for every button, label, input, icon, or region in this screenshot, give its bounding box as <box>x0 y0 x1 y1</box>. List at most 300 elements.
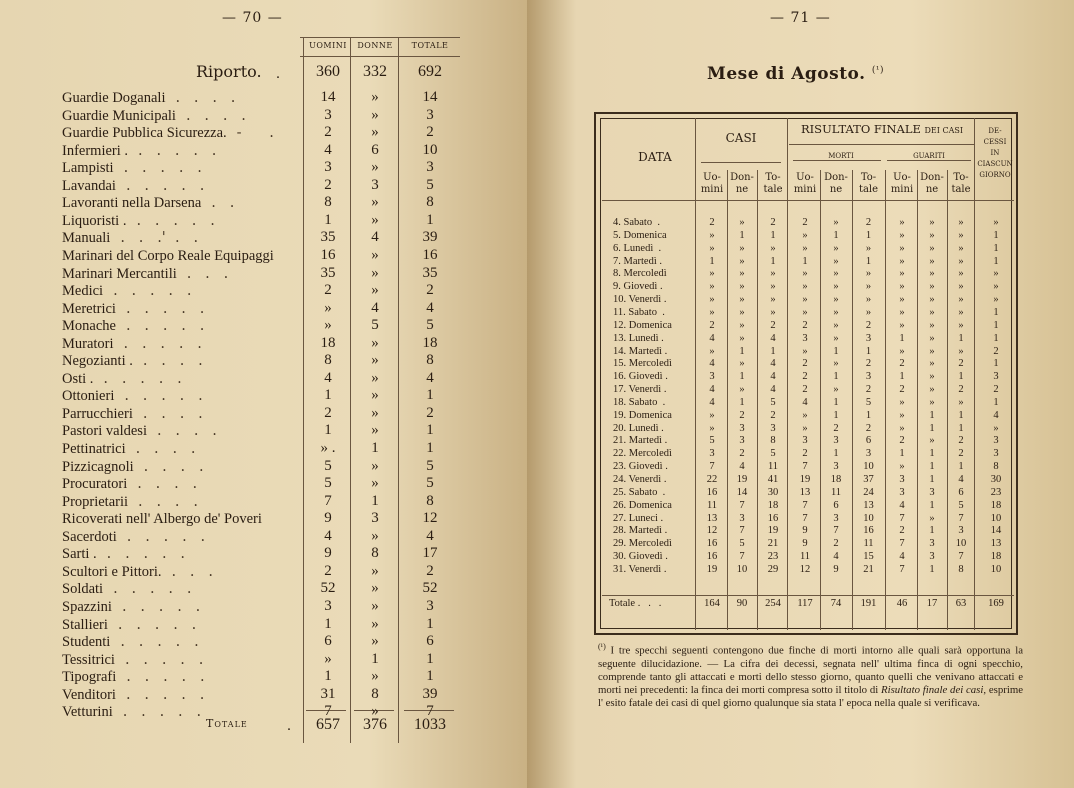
leader-dots: . . . . . <box>125 177 205 194</box>
leader-dots: . . . . <box>175 90 236 106</box>
value-totale: 2 <box>426 124 434 141</box>
value-donne: » <box>371 668 379 685</box>
value-totale: 17 <box>422 545 438 562</box>
cell-value: 1 <box>865 345 872 357</box>
value-uomini: 1 <box>324 211 332 228</box>
cell-value: 2 <box>833 538 839 550</box>
cell-value: » <box>802 422 808 434</box>
cell-value: 2 <box>739 448 745 460</box>
cell-value: 19 <box>767 525 779 537</box>
table-rule <box>602 200 1014 201</box>
decessi-line: IN <box>990 149 1000 157</box>
subheader-totale <box>757 172 789 196</box>
col-header-totale: TOTALE <box>411 41 449 50</box>
cell-value: 2 <box>865 358 872 370</box>
cell-value: » <box>739 268 745 280</box>
occupation-name: Muratori <box>62 335 114 352</box>
cell-value: » <box>958 306 964 318</box>
cell-value: » <box>770 268 776 280</box>
leader-dots: . . . . . <box>123 160 202 177</box>
cell-value: 12 <box>799 563 811 575</box>
cell-value: 6 <box>833 499 839 511</box>
value-uomini: » <box>324 299 332 316</box>
occupation-name: Parrucchieri <box>62 405 133 422</box>
cell-value: 17 <box>926 598 938 609</box>
subheader-line: mini <box>890 184 914 195</box>
date-label: 11. Sabato . <box>613 306 665 318</box>
cell-value: » <box>958 281 964 293</box>
cell-value: 1 <box>958 332 964 344</box>
cell-value: » <box>709 306 715 318</box>
cell-value: » <box>865 294 872 306</box>
value-totale: 4 <box>426 527 434 544</box>
cell-value: » <box>709 422 715 434</box>
cell-value: » <box>833 319 839 331</box>
cell-value: » <box>739 384 745 396</box>
value-uomini: 5 <box>324 457 332 474</box>
date-label: 8. Mercoledì <box>613 268 667 280</box>
cell-value: 7 <box>802 499 808 511</box>
col-header-donne: DONNE <box>357 41 393 50</box>
value-totale: 3 <box>426 597 434 614</box>
occupation-name: Pettinatrici <box>62 441 126 457</box>
value-donne: » <box>371 615 379 632</box>
value-donne: 1 <box>371 650 379 667</box>
cell-value: 2 <box>899 525 905 537</box>
cell-value: 19 <box>706 563 718 575</box>
value-totale: 5 <box>426 176 434 193</box>
cell-value: » <box>709 281 715 293</box>
cell-value: 10 <box>955 538 967 550</box>
cell-value: 3 <box>770 422 776 434</box>
cell-value: 16 <box>767 512 779 524</box>
leader-dots: . . . . . <box>121 598 201 615</box>
cell-value: » <box>958 294 964 306</box>
cell-value: 254 <box>765 598 781 609</box>
cell-value: 14 <box>736 486 748 498</box>
subheader-line: Uo- <box>703 172 721 183</box>
cell-value: 4 <box>770 332 776 344</box>
cell-value: 2 <box>709 319 715 331</box>
value-uomini: 35 <box>320 264 336 281</box>
header-rule <box>300 37 460 38</box>
cell-value: 6 <box>865 435 872 447</box>
cell-value: » <box>709 229 715 241</box>
value-uomini: 1 <box>324 668 332 685</box>
cell-value: 1 <box>929 499 935 511</box>
cell-value: 2 <box>770 217 776 228</box>
leader-dots: . . . . . <box>125 318 205 335</box>
page-title <box>707 64 884 84</box>
value-donne: » <box>371 475 379 492</box>
value-donne: » <box>371 124 379 141</box>
cell-value: » <box>739 242 745 254</box>
occupation-name: Soldati <box>62 581 104 598</box>
date-label: 13. Lunedì . <box>613 332 664 344</box>
cell-value: 8 <box>770 435 776 447</box>
value-totale: 3 <box>426 159 434 176</box>
leader-dots: . . .' . . <box>120 230 199 247</box>
cell-value: 2 <box>899 358 905 370</box>
cell-value: » <box>833 358 839 370</box>
value-uomini: 7 <box>324 703 332 720</box>
date-row <box>527 500 1074 513</box>
value-totale: 52 <box>422 580 438 597</box>
occupation-name: Tessitrici <box>62 651 115 668</box>
subheader-line: Uo- <box>893 172 911 183</box>
cell-value: 2 <box>802 217 808 228</box>
cell-value: 1 <box>739 345 745 357</box>
occupation-name: Infermieri . <box>62 142 129 159</box>
cell-value: 3 <box>802 332 808 344</box>
cell-value: 11 <box>706 499 718 511</box>
date-row <box>527 320 1074 333</box>
cell-value: » <box>802 268 808 280</box>
header-risultato <box>789 124 975 136</box>
date-row <box>527 281 1074 294</box>
cell-value: 1 <box>993 332 999 344</box>
riporto-label: Riporto. <box>196 62 262 81</box>
value-totale: 1 <box>426 422 434 439</box>
value-donne: 5 <box>371 317 379 334</box>
cell-value: 18 <box>990 551 1002 563</box>
cell-value: 16 <box>706 551 718 563</box>
cell-value: » <box>739 294 745 306</box>
occupation-name: Lampisti <box>62 160 114 177</box>
value-uomini: 35 <box>320 229 336 246</box>
cell-value: » <box>833 242 839 254</box>
cell-value: » <box>802 306 808 318</box>
cell-value: 2 <box>865 217 872 228</box>
cell-value: 30 <box>767 486 779 498</box>
cell-value: 1 <box>833 448 839 460</box>
value-totale: 8 <box>426 194 434 211</box>
occupation-name: Pastori valdesi <box>62 423 147 440</box>
leader-dots: . . . . <box>137 476 198 493</box>
subheader-line: ne <box>735 184 749 195</box>
cell-value: 23 <box>767 551 779 563</box>
cell-value: 1 <box>899 448 905 460</box>
cell-value: 2 <box>993 345 999 357</box>
cell-value: 1 <box>833 345 839 357</box>
date-label: 20. Lunedì . <box>613 422 664 434</box>
table-rule <box>602 595 1014 596</box>
value-uomini: 14 <box>320 89 336 105</box>
cell-value: » <box>709 242 715 254</box>
cell-value: 5 <box>709 435 715 447</box>
cell-value: » <box>802 409 808 421</box>
cell-value: 7 <box>739 551 745 563</box>
value-uomini: 4 <box>324 527 332 544</box>
value-uomini: 2 <box>324 404 332 421</box>
value-totale: 5 <box>426 457 434 474</box>
leader-dots: . . <box>211 195 235 212</box>
totale-uomini: 657 <box>316 716 340 733</box>
value-uomini: 2 <box>324 124 332 141</box>
occupation-name: Negozianti . <box>62 353 133 370</box>
cell-value: 7 <box>709 461 715 473</box>
cell-value: 2 <box>993 384 999 396</box>
value-donne: 8 <box>371 685 379 702</box>
cell-value: » <box>993 281 999 293</box>
cell-value: » <box>833 384 839 396</box>
subheader-line: To- <box>953 172 969 183</box>
leader-dots: - . <box>236 125 274 142</box>
value-donne: » <box>371 211 379 228</box>
cell-value: » <box>958 217 964 228</box>
cell-value: » <box>770 242 776 254</box>
cell-value: » <box>993 422 999 434</box>
value-uomini: 31 <box>320 685 336 702</box>
subheader-uomini <box>697 172 727 196</box>
value-totale: 1 <box>426 668 434 685</box>
subheader-line: mini <box>793 184 817 195</box>
cell-value: 3 <box>739 435 745 447</box>
cell-value: » <box>899 242 905 254</box>
value-uomini: 2 <box>324 176 332 193</box>
value-uomini: 9 <box>324 545 332 562</box>
subheader-donne <box>820 172 852 196</box>
cell-value: » <box>958 255 964 267</box>
leader-dots: . . . . . <box>136 212 215 229</box>
cell-value: 2 <box>865 384 872 396</box>
cell-value: 9 <box>833 563 839 575</box>
value-donne: » <box>371 703 379 720</box>
totale-donne: 376 <box>363 716 387 733</box>
leader-dots: . . . . . <box>106 546 185 563</box>
cell-value: 21 <box>767 538 779 550</box>
leader-dots: . . . <box>171 563 213 580</box>
occupation-name: Ricoverati nell' Albergo de' Poveri <box>62 511 262 528</box>
occupation-name: Manuali <box>62 230 111 247</box>
value-totale: 35 <box>422 264 438 281</box>
occupation-name: Vetturini <box>62 704 113 721</box>
cell-value: 7 <box>958 512 964 524</box>
cell-value: » <box>739 332 745 344</box>
date-row <box>527 487 1074 500</box>
cell-value: » <box>929 332 935 344</box>
cell-value: » <box>899 319 905 331</box>
cell-value: » <box>929 371 935 383</box>
date-label: 22. Mercoledì <box>613 448 672 460</box>
cell-value: » <box>709 345 715 357</box>
subheader-line: tale <box>951 184 971 195</box>
cell-value: 1 <box>739 371 745 383</box>
cell-value: 2 <box>802 358 808 370</box>
cell-value: 4 <box>709 384 715 396</box>
cell-value: 1 <box>833 396 839 408</box>
cell-value: 2 <box>958 384 964 396</box>
cell-value: 117 <box>797 598 813 609</box>
date-row <box>527 423 1074 436</box>
cell-value: » <box>865 281 872 293</box>
cell-value: 2 <box>958 435 964 447</box>
cell-value: 13 <box>863 499 874 511</box>
value-donne: » <box>371 422 379 439</box>
date-row <box>527 333 1074 346</box>
table-rule <box>887 160 971 161</box>
totale-totale: 1033 <box>414 716 446 733</box>
cell-value: » <box>958 268 964 280</box>
cell-value: 1 <box>929 461 935 473</box>
date-label: 31. Venerdì . <box>613 563 667 575</box>
value-totale: 8 <box>426 352 434 369</box>
value-donne: 3 <box>371 510 379 527</box>
left-page <box>0 0 527 788</box>
cell-value: 11 <box>830 486 842 498</box>
cell-value: 10 <box>990 512 1002 524</box>
date-label: 12. Domenica <box>613 319 672 331</box>
date-label: 9. Giovedì . <box>613 281 663 293</box>
cell-value: 18 <box>830 474 842 485</box>
riporto-dots: . <box>276 66 280 82</box>
date-row <box>527 384 1074 397</box>
occupation-name: Procuratori <box>62 476 128 493</box>
date-row <box>527 371 1074 384</box>
date-row <box>527 307 1074 320</box>
date-label: 24. Venerdì . <box>613 474 667 485</box>
header-decessi <box>975 126 1015 181</box>
value-uomini: 6 <box>324 633 332 650</box>
cell-value: » <box>899 255 905 267</box>
cell-value: 23 <box>990 486 1002 498</box>
cell-value: 22 <box>706 474 718 485</box>
cell-value: 13 <box>706 512 718 524</box>
subheader-line: Don- <box>730 172 754 183</box>
date-row <box>527 397 1074 410</box>
cell-value: » <box>929 255 935 267</box>
cell-value: » <box>739 319 745 331</box>
leader-dots: . . . . . <box>117 616 197 633</box>
cell-value: 7 <box>899 538 905 550</box>
cell-value: 1 <box>958 409 964 421</box>
cell-value: 13 <box>799 486 811 498</box>
cell-value: 1 <box>929 525 935 537</box>
value-uomini: 3 <box>324 159 332 176</box>
cell-value: 2 <box>770 409 776 421</box>
cell-value: 3 <box>739 422 745 434</box>
cell-value: 2 <box>802 319 808 331</box>
cell-value: » <box>958 319 964 331</box>
leader-dots: . . . . . <box>125 686 205 703</box>
cell-value: 2 <box>802 448 808 460</box>
value-totale: 6 <box>426 633 434 650</box>
value-totale: 3 <box>426 106 434 123</box>
date-row <box>527 243 1074 256</box>
leader-dots: . . . . <box>156 423 217 440</box>
date-row <box>527 461 1074 474</box>
cell-value: 169 <box>988 598 1004 609</box>
right-page <box>527 0 1074 788</box>
leader-dots: . . . . . <box>123 335 202 352</box>
occupation-name: Medici <box>62 283 104 300</box>
cell-value: 4 <box>739 461 745 473</box>
cell-value: 18 <box>990 499 1002 511</box>
cell-value: 4 <box>993 409 999 421</box>
cell-value: » <box>899 294 905 306</box>
cell-value: » <box>899 268 905 280</box>
subheader-donne <box>727 172 757 196</box>
cell-value: 3 <box>993 448 999 460</box>
cell-value: 18 <box>767 499 779 511</box>
cell-value: 3 <box>833 435 839 447</box>
cell-value: 1 <box>739 396 745 408</box>
footnote-text: I tre specchi seguenti contengono due finche di morti intorno alle quali sarà opportuna la seguente dilucidazione. — La cifra dei decessi, segnata nell' ultima finca di ogni specchio, comprende tanto gli attaccati e morti dello stesso giorno, quanto quelli che venivano attaccati e morti nei precedenti: la finca dei morti compresa sotto il titolo di <box>598 644 1023 696</box>
occupation-name: Marinari Mercantili <box>62 265 177 282</box>
totale-label: Totale . . . <box>609 598 662 609</box>
cell-value: 41 <box>767 474 779 485</box>
value-totale: 4 <box>426 299 434 316</box>
leader-dots: . . . . . <box>138 142 217 159</box>
value-donne: » <box>371 369 379 386</box>
date-row <box>527 474 1074 487</box>
cell-value: 3 <box>709 371 715 383</box>
cell-value: 15 <box>863 551 874 563</box>
cell-value: 3 <box>929 551 935 563</box>
cell-value: 3 <box>833 512 839 524</box>
cell-value: » <box>899 229 905 241</box>
cell-value: 3 <box>865 371 872 383</box>
cell-value: 2 <box>709 217 715 228</box>
occupation-name: Guardie Doganali <box>62 90 166 106</box>
cell-value: 2 <box>899 384 905 396</box>
subheader-uomini <box>790 172 820 196</box>
cell-value: 11 <box>863 538 874 550</box>
cell-value: » <box>802 294 808 306</box>
cell-value: 12 <box>706 525 718 537</box>
date-label: 17. Venerdì . <box>613 384 667 396</box>
cell-value: 10 <box>990 563 1002 575</box>
cell-value: » <box>865 242 872 254</box>
value-totale: 7 <box>426 703 434 720</box>
cell-value: 4 <box>833 551 839 563</box>
occupation-name: Lavoranti nella Darsena <box>62 195 202 212</box>
leader-dots: . . . . . <box>120 634 199 651</box>
occupation-name: Monache <box>62 318 116 335</box>
cell-value: 7 <box>739 525 745 537</box>
cell-value: » <box>770 294 776 306</box>
riporto-donne: 332 <box>363 63 387 80</box>
value-uomini: » <box>324 317 332 334</box>
occupation-name: Osti . <box>62 370 94 387</box>
cell-value: 1 <box>802 255 808 267</box>
cell-value: 19 <box>736 474 748 485</box>
table-rule <box>793 160 881 161</box>
header-data: DATA <box>638 150 672 164</box>
cell-value: » <box>899 409 905 421</box>
subheader-line: To- <box>860 172 877 183</box>
table-rule <box>789 144 974 145</box>
date-label: 23. Giovedì . <box>613 461 668 473</box>
value-donne: » <box>371 457 379 474</box>
cell-value: 16 <box>863 525 874 537</box>
cell-value: 11 <box>767 461 779 473</box>
cell-value: 3 <box>865 448 872 460</box>
value-totale: 12 <box>422 510 438 527</box>
cell-value: » <box>929 396 935 408</box>
value-uomini: 7 <box>324 492 332 509</box>
cell-value: » <box>929 281 935 293</box>
value-uomini: » . <box>320 440 336 456</box>
title-text: Mese di Agosto. <box>707 64 866 84</box>
cell-value: 7 <box>739 499 745 511</box>
cell-value: » <box>993 268 999 280</box>
occupation-name: Ottonieri <box>62 388 115 405</box>
leader-dots: . . . . <box>138 493 198 510</box>
subheader-line: Uo- <box>796 172 814 183</box>
decessi-line: CESSI <box>983 138 1007 146</box>
subheader-line: To- <box>765 172 781 183</box>
